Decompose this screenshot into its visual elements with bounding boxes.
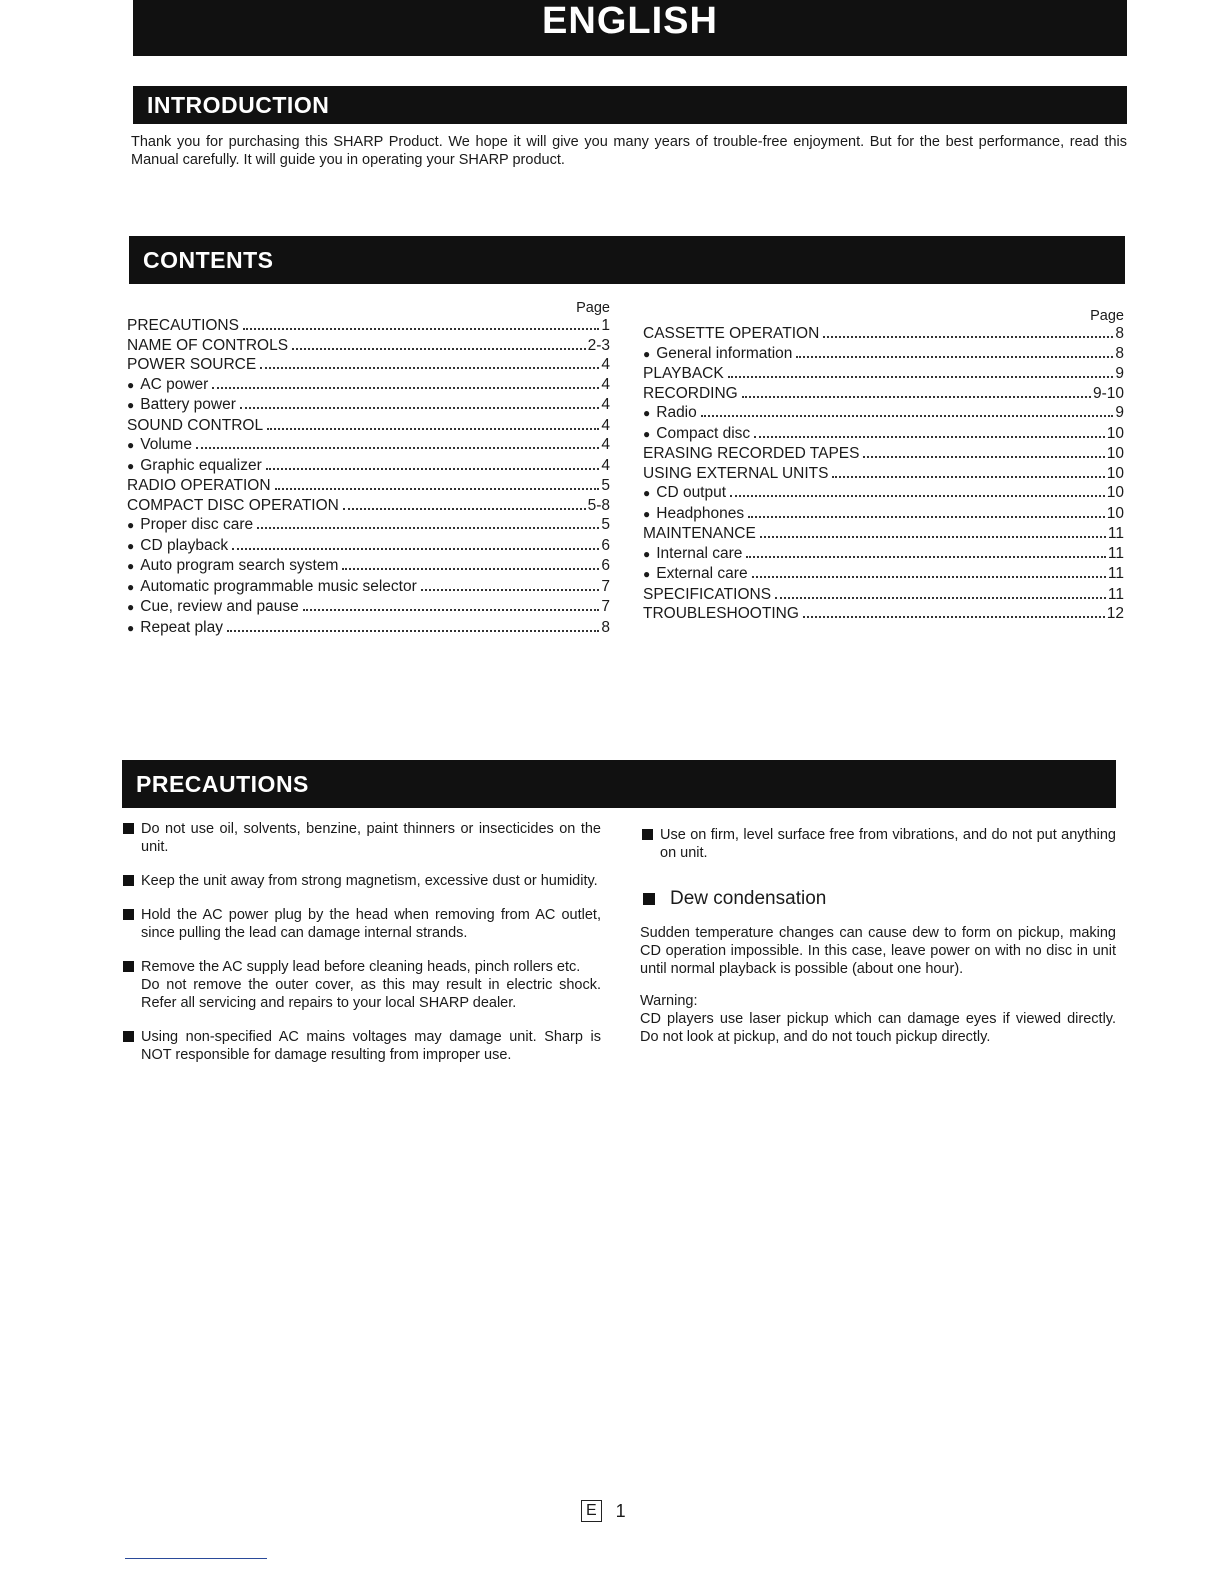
precaution-text: Do not remove the outer cover, as this may result in electric shock. Refer all servicing and repairs to your local SHARP dealer. (141, 977, 601, 1011)
toc-entry-label: ● AC power (127, 375, 208, 396)
page-number: 1 (615, 1500, 626, 1521)
toc-entry-page: 8 (1115, 344, 1124, 362)
precaution-item (121, 906, 601, 942)
square-bullet-icon (123, 909, 134, 920)
dot-leader (342, 568, 599, 570)
toc-entry (643, 324, 1124, 344)
toc-entry (643, 544, 1124, 565)
contents-left-column (127, 300, 610, 638)
precaution-item (640, 826, 1116, 862)
toc-entry-label: COMPACT DISC OPERATION (127, 496, 339, 514)
toc-entry (643, 403, 1124, 424)
toc-entry-page: 5-8 (587, 496, 610, 514)
dew-condensation-heading (640, 888, 1116, 910)
toc-entry (643, 444, 1124, 464)
toc-entry-page: 5 (601, 516, 610, 533)
toc-entry-label: ● Headphones (643, 504, 744, 525)
toc-entry-label: SOUND CONTROL (127, 416, 264, 434)
square-bullet-icon (123, 961, 134, 972)
dot-leader (303, 609, 600, 611)
toc-entry (127, 435, 610, 456)
toc-entry-page: 11 (1107, 585, 1124, 603)
toc-entry (643, 604, 1124, 624)
toc-entry-page: 4 (601, 375, 610, 393)
toc-entry-label: POWER SOURCE (127, 356, 257, 373)
precaution-text: Using non-specified AC mains voltages may damage unit. Sharp is NOT responsible for damage resulting from improper use. (141, 1029, 601, 1063)
contents-heading: CONTENTS (143, 247, 274, 273)
dew-text: Sudden temperature changes can cause dew to form on pickup, making CD operation impossible. In this case, leave power on with no disc in unit until normal playback is possible (about one hour). (640, 925, 1116, 977)
toc-entry-label: RECORDING (643, 384, 738, 402)
dot-leader (832, 476, 1104, 478)
dot-leader (343, 508, 586, 510)
precaution-text: Remove the AC supply lead before cleaning heads, pinch rollers etc. (141, 959, 581, 975)
contents-heading-bar (129, 236, 1125, 284)
toc-entry-page: 7 (601, 577, 610, 595)
dot-leader (760, 536, 1106, 538)
toc-entry-page: 11 (1107, 544, 1124, 562)
precaution-text: Hold the AC power plug by the head when removing from AC outlet, since pulling the lead can damage internal strands. (141, 907, 601, 941)
dot-leader (863, 456, 1104, 458)
precaution-text: Use on firm, level surface free from vibrations, and do not put anything on unit. (660, 827, 1116, 861)
toc-entry-label: ● Radio (643, 403, 697, 424)
toc-entry-page: 12 (1106, 605, 1124, 622)
page-column-label: Page (576, 300, 610, 316)
precaution-item (121, 1028, 601, 1064)
dot-leader (796, 356, 1113, 358)
toc-entry (127, 395, 610, 416)
toc-entry-label: ● Cue, review and pause (127, 597, 299, 618)
toc-entry-label: ● Internal care (643, 544, 742, 565)
toc-entry (643, 464, 1124, 484)
dot-leader (803, 616, 1105, 618)
toc-entry (127, 515, 610, 536)
toc-entry-page: 4 (601, 396, 610, 413)
dot-leader (752, 576, 1106, 578)
toc-entry-page: 5 (601, 477, 610, 494)
precautions-right-column (640, 826, 1116, 1060)
toc-entry-label: ● Proper disc care (127, 515, 253, 536)
toc-entry-page: 7 (601, 598, 610, 615)
toc-entry-page: 4 (601, 436, 610, 453)
dot-leader (267, 428, 599, 430)
toc-entry-label: TROUBLESHOOTING (643, 605, 799, 622)
toc-entry (127, 618, 610, 639)
toc-entry (643, 384, 1124, 404)
toc-entry-page: 10 (1106, 504, 1124, 522)
dot-leader (227, 630, 599, 632)
precaution-text: Keep the unit away from strong magnetism, excessive dust or humidity. (141, 873, 598, 889)
toc-entry (643, 344, 1124, 365)
toc-entry-label: PRECAUTIONS (127, 317, 239, 334)
toc-entry (127, 355, 610, 375)
footer-rule (125, 1558, 267, 1559)
contents-right-column (643, 308, 1124, 624)
toc-entry (643, 524, 1124, 544)
square-bullet-icon (123, 1031, 134, 1042)
square-bullet-icon (643, 893, 655, 905)
toc-entry-page: 2-3 (587, 336, 610, 354)
precautions-heading-bar (122, 760, 1116, 808)
toc-entry (643, 424, 1124, 445)
square-bullet-icon (123, 823, 134, 834)
toc-entry-page: 4 (601, 456, 610, 474)
toc-entry-page: 9-10 (1092, 384, 1124, 402)
toc-entry-label: ● Graphic equalizer (127, 456, 262, 477)
dot-leader (266, 468, 600, 470)
toc-entry-page: 8 (1115, 325, 1124, 342)
toc-entry (643, 585, 1124, 605)
precautions-heading: PRECAUTIONS (136, 771, 309, 797)
page-column-label: Page (1090, 308, 1124, 324)
page-title: ENGLISH (542, 0, 718, 42)
toc-entry-page: 8 (601, 618, 610, 636)
toc-entry-page: 11 (1107, 565, 1124, 582)
square-bullet-icon (642, 829, 653, 840)
toc-entry (127, 496, 610, 516)
toc-entry-label: ● External care (643, 564, 748, 585)
dot-leader (232, 548, 599, 550)
toc-entry-page: 10 (1106, 464, 1124, 482)
toc-entry-label: ● Auto program search system (127, 556, 338, 577)
toc-entry-label: CASSETTE OPERATION (643, 325, 820, 342)
dot-leader (775, 597, 1106, 599)
toc-entry-page: 4 (601, 416, 610, 434)
toc-entry (643, 504, 1124, 525)
toc-entry (127, 556, 610, 577)
toc-entry-label: USING EXTERNAL UNITS (643, 464, 829, 482)
toc-entry (643, 564, 1124, 585)
toc-entry (127, 375, 610, 396)
toc-entry (127, 456, 610, 477)
toc-entry-label: ● Compact disc (643, 424, 750, 445)
toc-entry-page: 6 (601, 557, 610, 574)
toc-entry-label: ● Repeat play (127, 618, 223, 639)
dot-leader (742, 396, 1091, 398)
dot-leader (243, 328, 599, 330)
toc-right-list (643, 324, 1124, 624)
toc-entry-label: PLAYBACK (643, 365, 724, 382)
toc-entry-label: MAINTENANCE (643, 525, 756, 542)
toc-entry (127, 316, 610, 336)
toc-entry (643, 364, 1124, 384)
dot-leader (754, 436, 1105, 438)
warning-text: CD players use laser pickup which can damage eyes if viewed directly. Do not look at pickup, and do not touch pickup directly. (640, 1011, 1116, 1045)
toc-left-list (127, 316, 610, 638)
dot-leader (196, 447, 599, 449)
toc-entry-label: SPECIFICATIONS (643, 585, 772, 603)
toc-entry-label: ERASING RECORDED TAPES (643, 445, 860, 462)
toc-entry-page: 9 (1115, 365, 1124, 382)
toc-entry-label: ● CD playback (127, 536, 228, 557)
toc-entry (127, 476, 610, 496)
dot-leader (240, 407, 599, 409)
dot-leader (701, 415, 1114, 417)
toc-entry-label: ● Battery power (127, 395, 236, 416)
toc-entry-page: 11 (1107, 525, 1124, 542)
precaution-item (121, 958, 601, 1012)
dot-leader (823, 336, 1113, 338)
dot-leader (212, 387, 599, 389)
toc-entry (127, 336, 610, 356)
toc-entry (127, 536, 610, 557)
toc-entry-page: 10 (1106, 445, 1124, 462)
toc-entry (643, 483, 1124, 504)
dot-leader (260, 367, 599, 369)
precautions-left-column (121, 820, 601, 1080)
toc-entry-label: NAME OF CONTROLS (127, 336, 289, 354)
toc-entry-label: ● CD output (643, 483, 726, 504)
toc-entry-page: 6 (601, 536, 610, 554)
dot-leader (748, 516, 1105, 518)
toc-entry-page: 1 (601, 317, 610, 334)
dot-leader (275, 488, 600, 490)
precaution-item (121, 820, 601, 856)
toc-entry (127, 416, 610, 436)
precaution-text: Do not use oil, solvents, benzine, paint thinners or insecticides on the unit. (141, 821, 601, 855)
title-banner (133, 0, 1127, 56)
warning-label: Warning: (640, 993, 698, 1009)
toc-entry-page: 4 (601, 356, 610, 373)
dew-heading-text: Dew condensation (670, 888, 827, 909)
toc-entry-page: 10 (1106, 424, 1124, 442)
dot-leader (292, 348, 586, 350)
dot-leader (257, 527, 599, 529)
toc-entry-page: 10 (1106, 484, 1124, 501)
dot-leader (746, 556, 1105, 558)
toc-entry (127, 597, 610, 618)
toc-entry-page: 9 (1115, 404, 1124, 421)
dot-leader (728, 376, 1114, 378)
precaution-item (121, 872, 601, 890)
square-bullet-icon (123, 875, 134, 886)
introduction-text: Thank you for purchasing this SHARP Product. We hope it will give you many years of trouble-free enjoyment. But for the best performance, read this Manual carefully. It will guide you in operating your SHARP product. (131, 134, 1127, 168)
introduction-heading: INTRODUCTION (147, 92, 330, 118)
toc-entry-label: ● General information (643, 344, 792, 365)
toc-entry (127, 577, 610, 598)
introduction-heading-bar (133, 86, 1127, 124)
toc-entry-label: RADIO OPERATION (127, 477, 271, 494)
section-letter-box: E (581, 1500, 602, 1522)
toc-entry-label: ● Automatic programmable music selector (127, 577, 417, 598)
dot-leader (730, 495, 1105, 497)
dot-leader (421, 589, 600, 591)
page-footer (581, 1500, 626, 1522)
toc-entry-label: ● Volume (127, 435, 192, 456)
